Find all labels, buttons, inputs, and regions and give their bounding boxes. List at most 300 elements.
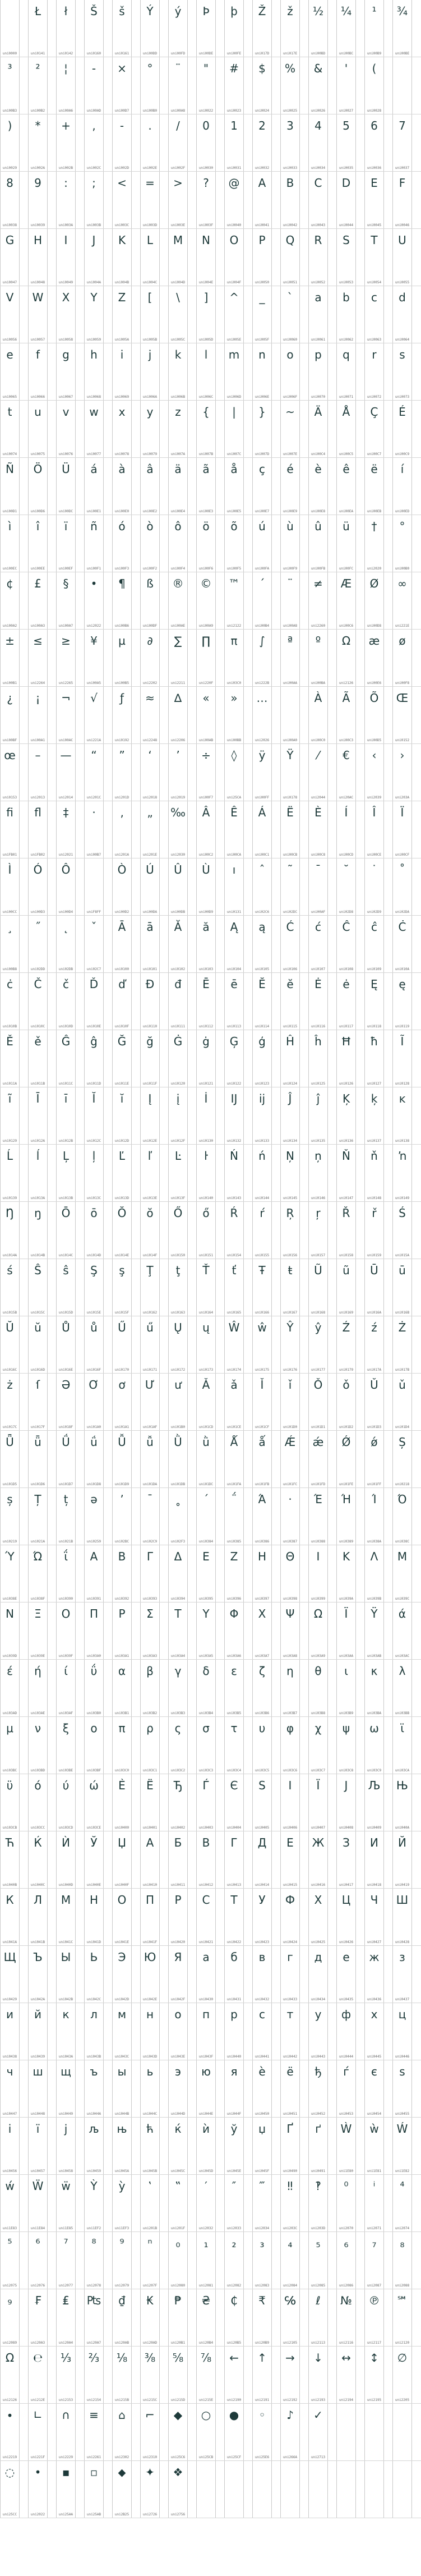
glyph-cell[interactable] bbox=[252, 1374, 272, 1431]
glyph-cell[interactable] bbox=[196, 2347, 216, 2404]
glyph-cell[interactable] bbox=[280, 1946, 300, 2003]
glyph-cell[interactable] bbox=[196, 1602, 216, 1660]
glyph-cell[interactable] bbox=[364, 1202, 384, 1259]
glyph-cell[interactable] bbox=[84, 172, 104, 229]
glyph-cell[interactable] bbox=[392, 2347, 412, 2404]
glyph-cell[interactable] bbox=[280, 2060, 300, 2118]
glyph-cell[interactable] bbox=[252, 1316, 272, 1374]
glyph-cell[interactable] bbox=[196, 1889, 216, 1946]
glyph-cell[interactable] bbox=[336, 916, 356, 973]
glyph-cell[interactable] bbox=[0, 916, 20, 973]
glyph-cell[interactable] bbox=[252, 2003, 272, 2060]
glyph-cell[interactable] bbox=[252, 1145, 272, 1202]
glyph-cell[interactable] bbox=[224, 1717, 244, 1774]
glyph-cell[interactable] bbox=[336, 1488, 356, 1545]
glyph-cell[interactable] bbox=[84, 2347, 104, 2404]
glyph-cell[interactable] bbox=[308, 1488, 328, 1545]
glyph-cell[interactable] bbox=[56, 458, 76, 515]
glyph-cell[interactable] bbox=[168, 1660, 188, 1717]
glyph-cell[interactable] bbox=[0, 1602, 20, 1660]
glyph-cell[interactable] bbox=[28, 1774, 48, 1831]
glyph-cell[interactable] bbox=[336, 1145, 356, 1202]
glyph-cell[interactable] bbox=[224, 401, 244, 458]
glyph-cell[interactable] bbox=[84, 515, 104, 572]
glyph-cell[interactable] bbox=[140, 744, 160, 801]
glyph-cell[interactable] bbox=[224, 2175, 244, 2232]
glyph-cell[interactable] bbox=[112, 2003, 132, 2060]
glyph-cell[interactable] bbox=[336, 0, 356, 57]
glyph-cell[interactable] bbox=[56, 1030, 76, 1087]
glyph-cell[interactable] bbox=[168, 2232, 188, 2289]
glyph-cell[interactable] bbox=[0, 744, 20, 801]
glyph-cell[interactable] bbox=[224, 2118, 244, 2175]
glyph-cell[interactable] bbox=[56, 1374, 76, 1431]
glyph-cell[interactable] bbox=[0, 1316, 20, 1374]
glyph-cell[interactable] bbox=[308, 515, 328, 572]
glyph-cell[interactable] bbox=[252, 801, 272, 858]
glyph-cell[interactable] bbox=[308, 1145, 328, 1202]
glyph-cell[interactable] bbox=[28, 1488, 48, 1545]
glyph-cell[interactable] bbox=[280, 229, 300, 286]
glyph-cell[interactable] bbox=[308, 2404, 328, 2461]
glyph-cell[interactable] bbox=[140, 1087, 160, 1145]
glyph-cell[interactable] bbox=[28, 401, 48, 458]
glyph-cell[interactable] bbox=[224, 2404, 244, 2461]
glyph-cell[interactable] bbox=[308, 1316, 328, 1374]
glyph-cell[interactable] bbox=[140, 2232, 160, 2289]
glyph-cell[interactable] bbox=[28, 1946, 48, 2003]
glyph-cell[interactable] bbox=[392, 2118, 412, 2175]
glyph-cell[interactable] bbox=[336, 1431, 356, 1488]
glyph-cell[interactable] bbox=[168, 2347, 188, 2404]
glyph-cell[interactable] bbox=[224, 744, 244, 801]
glyph-cell[interactable] bbox=[168, 2175, 188, 2232]
glyph-cell[interactable] bbox=[28, 57, 48, 114]
glyph-cell[interactable] bbox=[140, 401, 160, 458]
glyph-cell[interactable] bbox=[280, 2404, 300, 2461]
glyph-cell[interactable] bbox=[308, 2232, 328, 2289]
glyph-cell[interactable] bbox=[392, 2175, 412, 2232]
glyph-cell[interactable] bbox=[0, 572, 20, 630]
glyph-cell[interactable] bbox=[84, 858, 104, 916]
glyph-cell[interactable] bbox=[84, 286, 104, 343]
glyph-cell[interactable] bbox=[364, 2461, 384, 2518]
glyph-cell[interactable] bbox=[336, 2289, 356, 2347]
glyph-cell[interactable] bbox=[392, 1316, 412, 1374]
glyph-cell[interactable] bbox=[392, 1602, 412, 1660]
glyph-cell[interactable] bbox=[84, 229, 104, 286]
glyph-cell[interactable] bbox=[336, 1545, 356, 1602]
glyph-cell[interactable] bbox=[28, 2118, 48, 2175]
glyph-cell[interactable] bbox=[308, 1831, 328, 1889]
glyph-cell[interactable] bbox=[0, 229, 20, 286]
glyph-cell[interactable] bbox=[196, 1660, 216, 1717]
glyph-cell[interactable] bbox=[168, 1030, 188, 1087]
glyph-cell[interactable] bbox=[392, 973, 412, 1030]
glyph-cell[interactable] bbox=[140, 1545, 160, 1602]
glyph-cell[interactable] bbox=[308, 687, 328, 744]
glyph-cell[interactable] bbox=[308, 2347, 328, 2404]
glyph-cell[interactable] bbox=[140, 858, 160, 916]
glyph-cell[interactable] bbox=[280, 172, 300, 229]
glyph-cell[interactable] bbox=[252, 1202, 272, 1259]
glyph-cell[interactable] bbox=[336, 801, 356, 858]
glyph-cell[interactable] bbox=[336, 458, 356, 515]
glyph-cell[interactable] bbox=[56, 2461, 76, 2518]
glyph-cell[interactable] bbox=[28, 630, 48, 687]
glyph-cell[interactable] bbox=[196, 801, 216, 858]
glyph-cell[interactable] bbox=[168, 1831, 188, 1889]
glyph-cell[interactable] bbox=[0, 2003, 20, 2060]
glyph-cell[interactable] bbox=[224, 1946, 244, 2003]
glyph-cell[interactable] bbox=[392, 1488, 412, 1545]
glyph-cell[interactable] bbox=[224, 229, 244, 286]
glyph-cell[interactable] bbox=[196, 2461, 216, 2518]
glyph-cell[interactable] bbox=[280, 1602, 300, 1660]
glyph-cell[interactable] bbox=[56, 1946, 76, 2003]
glyph-cell[interactable] bbox=[140, 0, 160, 57]
glyph-cell[interactable] bbox=[364, 2060, 384, 2118]
glyph-cell[interactable] bbox=[280, 687, 300, 744]
glyph-cell[interactable] bbox=[168, 1316, 188, 1374]
glyph-cell[interactable] bbox=[56, 1259, 76, 1316]
glyph-cell[interactable] bbox=[56, 2003, 76, 2060]
glyph-cell[interactable] bbox=[364, 1660, 384, 1717]
glyph-cell[interactable] bbox=[56, 515, 76, 572]
glyph-cell[interactable] bbox=[308, 630, 328, 687]
glyph-cell[interactable] bbox=[56, 973, 76, 1030]
glyph-cell[interactable] bbox=[280, 1431, 300, 1488]
glyph-cell[interactable] bbox=[392, 1145, 412, 1202]
glyph-cell[interactable] bbox=[0, 2404, 20, 2461]
glyph-cell[interactable] bbox=[168, 1717, 188, 1774]
glyph-cell[interactable] bbox=[336, 687, 356, 744]
glyph-cell[interactable] bbox=[168, 801, 188, 858]
glyph-cell[interactable] bbox=[140, 2461, 160, 2518]
glyph-cell[interactable] bbox=[56, 801, 76, 858]
glyph-cell[interactable] bbox=[224, 1660, 244, 1717]
glyph-cell[interactable] bbox=[252, 1087, 272, 1145]
glyph-cell[interactable] bbox=[336, 2232, 356, 2289]
glyph-cell[interactable] bbox=[84, 1087, 104, 1145]
glyph-cell[interactable] bbox=[364, 2118, 384, 2175]
glyph-cell[interactable] bbox=[112, 229, 132, 286]
glyph-cell[interactable] bbox=[224, 1259, 244, 1316]
glyph-cell[interactable] bbox=[392, 858, 412, 916]
glyph-cell[interactable] bbox=[28, 2060, 48, 2118]
glyph-cell[interactable] bbox=[252, 1946, 272, 2003]
glyph-cell[interactable] bbox=[364, 343, 384, 401]
glyph-cell[interactable] bbox=[280, 801, 300, 858]
glyph-cell[interactable] bbox=[196, 1545, 216, 1602]
glyph-cell[interactable] bbox=[28, 801, 48, 858]
glyph-cell[interactable] bbox=[112, 1202, 132, 1259]
glyph-cell[interactable] bbox=[364, 0, 384, 57]
glyph-cell[interactable] bbox=[224, 858, 244, 916]
glyph-cell[interactable] bbox=[364, 2175, 384, 2232]
glyph-cell[interactable] bbox=[364, 1030, 384, 1087]
glyph-cell[interactable] bbox=[0, 801, 20, 858]
glyph-cell[interactable] bbox=[252, 401, 272, 458]
glyph-cell[interactable] bbox=[56, 1660, 76, 1717]
glyph-cell[interactable] bbox=[84, 1602, 104, 1660]
glyph-cell[interactable] bbox=[140, 1889, 160, 1946]
glyph-cell[interactable] bbox=[112, 1946, 132, 2003]
glyph-cell[interactable] bbox=[364, 1374, 384, 1431]
glyph-cell[interactable] bbox=[364, 2232, 384, 2289]
glyph-cell[interactable] bbox=[28, 229, 48, 286]
glyph-cell[interactable] bbox=[56, 1774, 76, 1831]
glyph-cell[interactable] bbox=[56, 2347, 76, 2404]
glyph-cell[interactable] bbox=[308, 1889, 328, 1946]
glyph-cell[interactable] bbox=[140, 229, 160, 286]
glyph-cell[interactable] bbox=[140, 2118, 160, 2175]
glyph-cell[interactable] bbox=[252, 858, 272, 916]
glyph-cell[interactable] bbox=[280, 1202, 300, 1259]
glyph-cell[interactable] bbox=[224, 458, 244, 515]
glyph-cell[interactable] bbox=[84, 2060, 104, 2118]
glyph-cell[interactable] bbox=[336, 1259, 356, 1316]
glyph-cell[interactable] bbox=[168, 572, 188, 630]
glyph-cell[interactable] bbox=[56, 57, 76, 114]
glyph-cell[interactable] bbox=[168, 1202, 188, 1259]
glyph-cell[interactable] bbox=[364, 458, 384, 515]
glyph-cell[interactable] bbox=[252, 1545, 272, 1602]
glyph-cell[interactable] bbox=[364, 687, 384, 744]
glyph-cell[interactable] bbox=[224, 687, 244, 744]
glyph-cell[interactable] bbox=[140, 916, 160, 973]
glyph-cell[interactable] bbox=[364, 1145, 384, 1202]
glyph-cell[interactable] bbox=[364, 229, 384, 286]
glyph-cell[interactable] bbox=[168, 1602, 188, 1660]
glyph-cell[interactable] bbox=[336, 858, 356, 916]
glyph-cell[interactable] bbox=[140, 2404, 160, 2461]
glyph-cell[interactable] bbox=[56, 1202, 76, 1259]
glyph-cell[interactable] bbox=[224, 2289, 244, 2347]
glyph-cell[interactable] bbox=[0, 458, 20, 515]
glyph-cell[interactable] bbox=[196, 1774, 216, 1831]
glyph-cell[interactable] bbox=[224, 572, 244, 630]
glyph-cell[interactable] bbox=[56, 1145, 76, 1202]
glyph-cell[interactable] bbox=[364, 858, 384, 916]
glyph-cell[interactable] bbox=[224, 1145, 244, 1202]
glyph-cell[interactable] bbox=[0, 515, 20, 572]
glyph-cell[interactable] bbox=[112, 2404, 132, 2461]
glyph-cell[interactable] bbox=[168, 2060, 188, 2118]
glyph-cell[interactable] bbox=[392, 1717, 412, 1774]
glyph-cell[interactable] bbox=[308, 2118, 328, 2175]
glyph-cell[interactable] bbox=[112, 1145, 132, 1202]
glyph-cell[interactable] bbox=[84, 1831, 104, 1889]
glyph-cell[interactable] bbox=[392, 286, 412, 343]
glyph-cell[interactable] bbox=[252, 2060, 272, 2118]
glyph-cell[interactable] bbox=[140, 2347, 160, 2404]
glyph-cell[interactable] bbox=[28, 0, 48, 57]
glyph-cell[interactable] bbox=[168, 2003, 188, 2060]
glyph-cell[interactable] bbox=[112, 1889, 132, 1946]
glyph-cell[interactable] bbox=[168, 172, 188, 229]
glyph-cell[interactable] bbox=[392, 630, 412, 687]
glyph-cell[interactable] bbox=[0, 1030, 20, 1087]
glyph-cell[interactable] bbox=[336, 1946, 356, 2003]
glyph-cell[interactable] bbox=[28, 1660, 48, 1717]
glyph-cell[interactable] bbox=[392, 229, 412, 286]
glyph-cell[interactable] bbox=[252, 343, 272, 401]
glyph-cell[interactable] bbox=[140, 1202, 160, 1259]
glyph-cell[interactable] bbox=[252, 916, 272, 973]
glyph-cell[interactable] bbox=[112, 630, 132, 687]
glyph-cell[interactable] bbox=[168, 1545, 188, 1602]
glyph-cell[interactable] bbox=[84, 2232, 104, 2289]
glyph-cell[interactable] bbox=[0, 1259, 20, 1316]
glyph-cell[interactable] bbox=[308, 1087, 328, 1145]
glyph-cell[interactable] bbox=[308, 1946, 328, 2003]
glyph-cell[interactable] bbox=[84, 2175, 104, 2232]
glyph-cell[interactable] bbox=[140, 1030, 160, 1087]
glyph-cell[interactable] bbox=[280, 916, 300, 973]
glyph-cell[interactable] bbox=[392, 172, 412, 229]
glyph-cell[interactable] bbox=[280, 114, 300, 172]
glyph-cell[interactable] bbox=[252, 114, 272, 172]
glyph-cell[interactable] bbox=[84, 1145, 104, 1202]
glyph-cell[interactable] bbox=[364, 2347, 384, 2404]
glyph-cell[interactable] bbox=[252, 172, 272, 229]
glyph-cell[interactable] bbox=[196, 2060, 216, 2118]
glyph-cell[interactable] bbox=[84, 1431, 104, 1488]
glyph-cell[interactable] bbox=[364, 401, 384, 458]
glyph-cell[interactable] bbox=[56, 343, 76, 401]
glyph-cell[interactable] bbox=[28, 1431, 48, 1488]
glyph-cell[interactable] bbox=[224, 1202, 244, 1259]
glyph-cell[interactable] bbox=[168, 916, 188, 973]
glyph-cell[interactable] bbox=[0, 401, 20, 458]
glyph-cell[interactable] bbox=[196, 1946, 216, 2003]
glyph-cell[interactable] bbox=[392, 1030, 412, 1087]
glyph-cell[interactable] bbox=[308, 2175, 328, 2232]
glyph-cell[interactable] bbox=[84, 1259, 104, 1316]
glyph-cell[interactable] bbox=[112, 1259, 132, 1316]
glyph-cell[interactable] bbox=[252, 515, 272, 572]
glyph-cell[interactable] bbox=[308, 2289, 328, 2347]
glyph-cell[interactable] bbox=[280, 2461, 300, 2518]
glyph-cell[interactable] bbox=[168, 1488, 188, 1545]
glyph-cell[interactable] bbox=[84, 0, 104, 57]
glyph-cell[interactable] bbox=[140, 572, 160, 630]
glyph-cell[interactable] bbox=[196, 229, 216, 286]
glyph-cell[interactable] bbox=[336, 2118, 356, 2175]
glyph-cell[interactable] bbox=[196, 1145, 216, 1202]
glyph-cell[interactable] bbox=[0, 114, 20, 172]
glyph-cell[interactable] bbox=[280, 286, 300, 343]
glyph-cell[interactable] bbox=[196, 572, 216, 630]
glyph-cell[interactable] bbox=[84, 458, 104, 515]
glyph-cell[interactable] bbox=[56, 2060, 76, 2118]
glyph-cell[interactable] bbox=[196, 57, 216, 114]
glyph-cell[interactable] bbox=[112, 2347, 132, 2404]
glyph-cell[interactable] bbox=[84, 2461, 104, 2518]
glyph-cell[interactable] bbox=[336, 744, 356, 801]
glyph-cell[interactable] bbox=[56, 1316, 76, 1374]
glyph-cell[interactable] bbox=[308, 1774, 328, 1831]
glyph-cell[interactable] bbox=[0, 1545, 20, 1602]
glyph-cell[interactable] bbox=[336, 1087, 356, 1145]
glyph-cell[interactable] bbox=[224, 2347, 244, 2404]
glyph-cell[interactable] bbox=[0, 2461, 20, 2518]
glyph-cell[interactable] bbox=[336, 1717, 356, 1774]
glyph-cell[interactable] bbox=[336, 1374, 356, 1431]
glyph-cell[interactable] bbox=[280, 2118, 300, 2175]
glyph-cell[interactable] bbox=[56, 858, 76, 916]
glyph-cell[interactable] bbox=[84, 1202, 104, 1259]
glyph-cell[interactable] bbox=[196, 1087, 216, 1145]
glyph-cell[interactable] bbox=[112, 744, 132, 801]
glyph-cell[interactable] bbox=[84, 2404, 104, 2461]
glyph-cell[interactable] bbox=[112, 1374, 132, 1431]
glyph-cell[interactable] bbox=[308, 801, 328, 858]
glyph-cell[interactable] bbox=[56, 2289, 76, 2347]
glyph-cell[interactable] bbox=[84, 744, 104, 801]
glyph-cell[interactable] bbox=[140, 2003, 160, 2060]
glyph-cell[interactable] bbox=[364, 916, 384, 973]
glyph-cell[interactable] bbox=[0, 286, 20, 343]
glyph-cell[interactable] bbox=[308, 916, 328, 973]
glyph-cell[interactable] bbox=[28, 2232, 48, 2289]
glyph-cell[interactable] bbox=[112, 1660, 132, 1717]
glyph-cell[interactable] bbox=[224, 2461, 244, 2518]
glyph-cell[interactable] bbox=[112, 572, 132, 630]
glyph-cell[interactable] bbox=[84, 2289, 104, 2347]
glyph-cell[interactable] bbox=[28, 343, 48, 401]
glyph-cell[interactable] bbox=[112, 973, 132, 1030]
glyph-cell[interactable] bbox=[364, 2289, 384, 2347]
glyph-cell[interactable] bbox=[224, 1488, 244, 1545]
glyph-cell[interactable] bbox=[56, 2232, 76, 2289]
glyph-cell[interactable] bbox=[252, 2232, 272, 2289]
glyph-cell[interactable] bbox=[168, 2461, 188, 2518]
glyph-cell[interactable] bbox=[392, 1831, 412, 1889]
glyph-cell[interactable] bbox=[0, 2060, 20, 2118]
glyph-cell[interactable] bbox=[28, 286, 48, 343]
glyph-cell[interactable] bbox=[392, 1946, 412, 2003]
glyph-cell[interactable] bbox=[392, 2232, 412, 2289]
glyph-cell[interactable] bbox=[392, 2404, 412, 2461]
glyph-cell[interactable] bbox=[308, 1717, 328, 1774]
glyph-cell[interactable] bbox=[392, 916, 412, 973]
glyph-cell[interactable] bbox=[336, 2003, 356, 2060]
glyph-cell[interactable] bbox=[28, 2347, 48, 2404]
glyph-cell[interactable] bbox=[0, 1431, 20, 1488]
glyph-cell[interactable] bbox=[84, 1774, 104, 1831]
glyph-cell[interactable] bbox=[308, 343, 328, 401]
glyph-cell[interactable] bbox=[224, 0, 244, 57]
glyph-cell[interactable] bbox=[308, 172, 328, 229]
glyph-cell[interactable] bbox=[112, 2175, 132, 2232]
glyph-cell[interactable] bbox=[56, 1087, 76, 1145]
glyph-cell[interactable] bbox=[224, 2003, 244, 2060]
glyph-cell[interactable] bbox=[112, 801, 132, 858]
glyph-cell[interactable] bbox=[392, 2461, 412, 2518]
glyph-cell[interactable] bbox=[0, 1145, 20, 1202]
glyph-cell[interactable] bbox=[56, 744, 76, 801]
glyph-cell[interactable] bbox=[28, 1889, 48, 1946]
glyph-cell[interactable] bbox=[168, 343, 188, 401]
glyph-cell[interactable] bbox=[112, 1030, 132, 1087]
glyph-cell[interactable] bbox=[112, 401, 132, 458]
glyph-cell[interactable] bbox=[0, 1831, 20, 1889]
glyph-cell[interactable] bbox=[140, 1602, 160, 1660]
glyph-cell[interactable] bbox=[252, 572, 272, 630]
glyph-cell[interactable] bbox=[56, 1488, 76, 1545]
